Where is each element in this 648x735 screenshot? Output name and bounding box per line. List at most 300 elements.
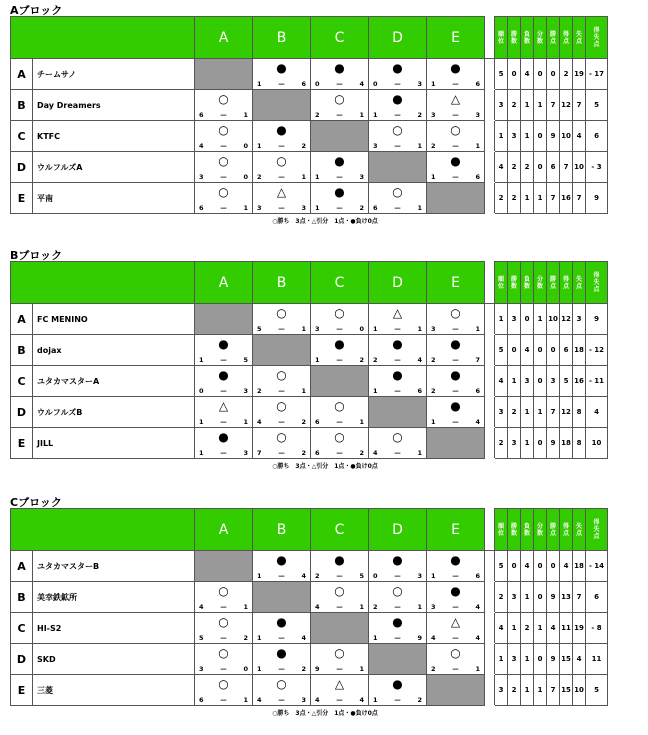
score-own: 6 — [199, 111, 204, 119]
stat-value: 0 — [534, 366, 547, 397]
row-label: A — [11, 551, 33, 582]
stat-value: 2 — [495, 582, 508, 613]
stat-value: 1 — [534, 397, 547, 428]
score-dash: — — [278, 80, 285, 88]
win-icon: ○ — [334, 646, 345, 660]
stat-value: 0 — [534, 551, 547, 582]
score-dash: — — [336, 603, 343, 611]
win-icon: ○ — [392, 430, 403, 444]
match-score — [315, 572, 364, 580]
stat-value: 3 — [508, 582, 521, 613]
stat-value: 3 — [508, 644, 521, 675]
stat-header: 勝 点 — [547, 262, 560, 304]
stat-header: 勝 点 — [547, 17, 560, 59]
score-own: 1 — [199, 418, 204, 426]
score-opp: 4 — [301, 572, 306, 580]
row-gap — [485, 335, 495, 366]
loss-icon: ● — [392, 337, 403, 351]
block-a — [0, 0, 648, 240]
loss-icon: ● — [334, 61, 345, 75]
score-dash: — — [394, 80, 401, 88]
score-dash: — — [220, 634, 227, 642]
match-cell — [369, 59, 427, 90]
score-opp: 1 — [417, 142, 422, 150]
score-dash: — — [336, 325, 343, 333]
stat-header: 得 失 点 — [586, 509, 608, 551]
win-icon: ○ — [218, 677, 229, 691]
score-dash: — — [394, 325, 401, 333]
score-dash: — — [452, 173, 459, 181]
table-row — [11, 90, 608, 121]
score-own: 1 — [199, 356, 204, 364]
score-opp: 1 — [301, 173, 306, 181]
row-gap — [485, 551, 495, 582]
score-dash: — — [336, 665, 343, 673]
column-header-b: B — [253, 262, 311, 304]
stat-header: 負 数 — [521, 509, 534, 551]
score-opp: 1 — [243, 111, 248, 119]
stat-value: 1 — [508, 613, 521, 644]
score-own: 2 — [431, 356, 436, 364]
stat-value: 9 — [547, 644, 560, 675]
score-dash: — — [336, 173, 343, 181]
score-opp: 1 — [475, 665, 480, 673]
score-own: 2 — [315, 111, 320, 119]
score-dash: — — [452, 418, 459, 426]
stat-value: 4 — [521, 551, 534, 582]
score-dash: — — [220, 387, 227, 395]
draw-icon: △ — [276, 185, 287, 199]
stat-value: 7 — [547, 90, 560, 121]
win-icon: ○ — [334, 92, 345, 106]
match-score — [199, 204, 248, 212]
win-icon: ○ — [334, 584, 345, 598]
win-icon: ○ — [276, 306, 287, 320]
stat-header: 勝 数 — [508, 509, 521, 551]
match-score — [431, 665, 480, 673]
match-score — [257, 173, 306, 181]
score-dash: — — [394, 142, 401, 150]
score-own: 4 — [431, 634, 436, 642]
score-opp: 0 — [243, 665, 248, 673]
stat-value: 4 — [495, 613, 508, 644]
loss-icon: ● — [276, 123, 287, 137]
row-label: A — [11, 59, 33, 90]
stat-header: 得 失 点 — [586, 17, 608, 59]
stat-value: 5 — [560, 366, 573, 397]
stat-value: 4 — [573, 644, 586, 675]
loss-icon: ● — [276, 615, 287, 629]
stat-value: 1 — [508, 366, 521, 397]
row-label: D — [11, 644, 33, 675]
column-header-d: D — [369, 262, 427, 304]
score-opp: 1 — [359, 603, 364, 611]
stat-value: 5 — [495, 551, 508, 582]
win-icon: ○ — [218, 646, 229, 660]
score-opp: 2 — [359, 356, 364, 364]
loss-icon: ● — [334, 553, 345, 567]
stat-value: 4 — [521, 59, 534, 90]
stat-value: 19 — [573, 59, 586, 90]
self-match-cell — [253, 335, 311, 366]
score-dash: — — [452, 665, 459, 673]
match-score — [373, 449, 422, 457]
loss-icon: ● — [450, 399, 461, 413]
team-name: KTFC — [33, 121, 195, 152]
column-header-a: A — [195, 17, 253, 59]
row-label: E — [11, 428, 33, 459]
header-row — [11, 262, 608, 304]
match-cell — [427, 304, 485, 335]
score-dash: — — [278, 325, 285, 333]
score-opp: 0 — [243, 142, 248, 150]
draw-icon: △ — [450, 92, 461, 106]
stat-value: 1 — [495, 304, 508, 335]
self-match-cell — [311, 121, 369, 152]
win-icon: ○ — [218, 615, 229, 629]
score-opp: 4 — [417, 356, 422, 364]
score-dash: — — [336, 572, 343, 580]
score-dash: — — [220, 173, 227, 181]
score-own: 0 — [373, 572, 378, 580]
match-cell — [369, 675, 427, 706]
match-score — [431, 173, 480, 181]
match-cell — [427, 613, 485, 644]
stat-value: 4 — [586, 397, 608, 428]
score-own: 3 — [431, 603, 436, 611]
win-icon: ○ — [276, 399, 287, 413]
self-match-cell — [427, 183, 485, 214]
match-cell — [253, 366, 311, 397]
score-own: 1 — [315, 356, 320, 364]
loss-icon: ● — [392, 368, 403, 382]
match-cell — [195, 183, 253, 214]
score-opp: 1 — [359, 418, 364, 426]
team-name: FC MENINO — [33, 304, 195, 335]
stat-value: 2 — [521, 613, 534, 644]
self-match-cell — [195, 551, 253, 582]
score-own: 4 — [257, 418, 262, 426]
score-dash: — — [220, 418, 227, 426]
match-cell — [195, 152, 253, 183]
win-icon: ○ — [218, 584, 229, 598]
match-score — [257, 696, 306, 704]
loss-icon: ● — [392, 677, 403, 691]
win-icon: ○ — [334, 399, 345, 413]
match-score — [315, 665, 364, 673]
score-opp: 1 — [417, 204, 422, 212]
table-row — [11, 675, 608, 706]
stat-value: 6 — [547, 152, 560, 183]
match-cell — [427, 335, 485, 366]
stat-value: 12 — [560, 397, 573, 428]
stat-header: 分 数 — [534, 262, 547, 304]
column-header-b: B — [253, 509, 311, 551]
match-cell — [195, 582, 253, 613]
stat-value: 0 — [547, 551, 560, 582]
row-gap — [485, 183, 495, 214]
stat-value: 12 — [560, 90, 573, 121]
stat-value: 7 — [547, 183, 560, 214]
match-cell — [253, 428, 311, 459]
score-dash: — — [394, 572, 401, 580]
loss-icon: ● — [218, 368, 229, 382]
team-name: dojax — [33, 335, 195, 366]
score-own: 6 — [199, 696, 204, 704]
match-cell — [195, 121, 253, 152]
block-b — [0, 245, 648, 485]
match-score — [257, 80, 306, 88]
stat-value: 13 — [560, 582, 573, 613]
score-dash: — — [220, 696, 227, 704]
match-cell — [195, 335, 253, 366]
stat-value: 5 — [495, 335, 508, 366]
match-score — [373, 603, 422, 611]
score-dash: — — [278, 204, 285, 212]
column-header-e: E — [427, 262, 485, 304]
match-cell — [195, 428, 253, 459]
score-own: 0 — [315, 80, 320, 88]
match-score — [199, 634, 248, 642]
match-score — [431, 603, 480, 611]
row-gap — [485, 304, 495, 335]
stat-value: - 11 — [586, 366, 608, 397]
self-match-cell — [427, 428, 485, 459]
header-corner — [11, 17, 195, 59]
stat-value: 10 — [560, 121, 573, 152]
match-score — [431, 80, 480, 88]
stat-value: 3 — [495, 397, 508, 428]
score-own: 6 — [315, 418, 320, 426]
block-c — [0, 492, 648, 732]
score-own: 5 — [199, 634, 204, 642]
score-dash: — — [278, 387, 285, 395]
draw-icon: △ — [218, 399, 229, 413]
stat-value: 0 — [508, 335, 521, 366]
match-score — [257, 665, 306, 673]
score-own: 1 — [373, 696, 378, 704]
score-dash: — — [452, 603, 459, 611]
match-score — [315, 696, 364, 704]
stat-value: 9 — [547, 121, 560, 152]
team-name: SKD — [33, 644, 195, 675]
score-dash: — — [394, 356, 401, 364]
match-cell — [253, 644, 311, 675]
column-header-a: A — [195, 262, 253, 304]
stat-value: 2 — [560, 59, 573, 90]
team-name: ウルフルズA — [33, 152, 195, 183]
team-name: ユタカマスターB — [33, 551, 195, 582]
match-cell — [311, 152, 369, 183]
match-cell — [311, 335, 369, 366]
score-own: 0 — [199, 387, 204, 395]
score-own: 9 — [315, 665, 320, 673]
column-header-c: C — [311, 17, 369, 59]
stat-value: 1 — [534, 675, 547, 706]
stat-header: 順 位 — [495, 262, 508, 304]
score-own: 5 — [257, 325, 262, 333]
self-match-cell — [195, 304, 253, 335]
stat-value: 7 — [573, 183, 586, 214]
match-score — [199, 665, 248, 673]
match-cell — [369, 304, 427, 335]
score-dash: — — [452, 387, 459, 395]
match-cell — [311, 90, 369, 121]
table-row — [11, 644, 608, 675]
match-score — [315, 111, 364, 119]
stat-value: 4 — [495, 366, 508, 397]
match-score — [315, 173, 364, 181]
stat-value: 1 — [521, 644, 534, 675]
match-cell — [369, 613, 427, 644]
table-row — [11, 366, 608, 397]
score-dash: — — [336, 204, 343, 212]
score-own: 1 — [257, 80, 262, 88]
stat-value: - 14 — [586, 551, 608, 582]
score-opp: 4 — [475, 603, 480, 611]
row-label: C — [11, 366, 33, 397]
score-own: 2 — [315, 572, 320, 580]
block-title: Bブロック — [10, 249, 63, 262]
row-gap — [485, 428, 495, 459]
stat-value: 0 — [534, 335, 547, 366]
match-score — [199, 449, 248, 457]
stat-header: 順 位 — [495, 17, 508, 59]
stat-value: 5 — [586, 90, 608, 121]
self-match-cell — [253, 90, 311, 121]
score-opp: 1 — [475, 142, 480, 150]
score-own: 1 — [315, 204, 320, 212]
stat-value: 7 — [573, 90, 586, 121]
match-score — [257, 142, 306, 150]
match-score — [431, 418, 480, 426]
stat-header: 負 数 — [521, 262, 534, 304]
loss-icon: ● — [450, 368, 461, 382]
score-own: 7 — [257, 449, 262, 457]
win-icon: ○ — [334, 306, 345, 320]
league-table — [10, 16, 608, 214]
score-own: 6 — [373, 204, 378, 212]
score-dash: — — [336, 80, 343, 88]
table-row — [11, 551, 608, 582]
stat-value: 18 — [560, 428, 573, 459]
match-score — [257, 387, 306, 395]
score-dash: — — [452, 634, 459, 642]
stat-value: 2 — [508, 152, 521, 183]
stat-value: 4 — [560, 551, 573, 582]
table-row — [11, 152, 608, 183]
match-score — [257, 572, 306, 580]
stat-value: - 12 — [586, 335, 608, 366]
score-own: 2 — [373, 356, 378, 364]
legend-note: ○勝ち 3点・△引分 1点・●負け0点 — [272, 710, 378, 717]
score-opp: 2 — [359, 449, 364, 457]
score-opp: 4 — [359, 80, 364, 88]
self-match-cell — [427, 675, 485, 706]
match-score — [431, 356, 480, 364]
match-score — [431, 142, 480, 150]
score-dash: — — [278, 696, 285, 704]
match-cell — [253, 397, 311, 428]
stat-value: 0 — [534, 152, 547, 183]
match-score — [373, 572, 422, 580]
row-gap — [485, 121, 495, 152]
team-name: 美幸鉄鉱所 — [33, 582, 195, 613]
score-dash: — — [278, 142, 285, 150]
match-score — [199, 696, 248, 704]
match-score — [373, 325, 422, 333]
match-cell — [253, 152, 311, 183]
match-score — [373, 387, 422, 395]
win-icon: ○ — [218, 123, 229, 137]
score-opp: 0 — [359, 325, 364, 333]
stat-value: 8 — [573, 428, 586, 459]
header-gap — [485, 17, 495, 59]
score-opp: 3 — [417, 80, 422, 88]
stat-value: 4 — [573, 121, 586, 152]
score-opp: 3 — [475, 111, 480, 119]
score-dash: — — [278, 418, 285, 426]
loss-icon: ● — [450, 337, 461, 351]
stat-value: 16 — [560, 183, 573, 214]
score-dash: — — [278, 173, 285, 181]
stat-value: 1 — [521, 121, 534, 152]
score-dash: — — [336, 111, 343, 119]
score-own: 2 — [257, 387, 262, 395]
score-dash: — — [278, 634, 285, 642]
match-score — [257, 418, 306, 426]
match-score — [431, 325, 480, 333]
table-row — [11, 397, 608, 428]
score-opp: 1 — [417, 449, 422, 457]
stat-value: 5 — [495, 59, 508, 90]
score-own: 1 — [257, 634, 262, 642]
score-opp: 4 — [359, 696, 364, 704]
score-opp: 2 — [417, 696, 422, 704]
score-own: 1 — [373, 387, 378, 395]
score-own: 4 — [315, 696, 320, 704]
score-opp: 4 — [475, 418, 480, 426]
stat-header: 負 数 — [521, 17, 534, 59]
match-score — [373, 142, 422, 150]
stat-value: 9 — [547, 582, 560, 613]
team-name: Day Dreamers — [33, 90, 195, 121]
score-dash: — — [220, 111, 227, 119]
match-cell — [311, 59, 369, 90]
stat-header: 失 点 — [573, 262, 586, 304]
win-icon: ○ — [218, 154, 229, 168]
score-dash: — — [220, 356, 227, 364]
match-cell — [195, 675, 253, 706]
header-row — [11, 17, 608, 59]
score-opp: 3 — [243, 387, 248, 395]
stat-value: 1 — [534, 183, 547, 214]
score-dash: — — [336, 418, 343, 426]
score-own: 3 — [373, 142, 378, 150]
match-score — [257, 325, 306, 333]
loss-icon: ● — [450, 584, 461, 598]
loss-icon: ● — [334, 154, 345, 168]
self-match-cell — [369, 644, 427, 675]
stat-value: 9 — [586, 304, 608, 335]
column-header-b: B — [253, 17, 311, 59]
table-row — [11, 428, 608, 459]
stat-value: 0 — [508, 59, 521, 90]
score-dash: — — [394, 111, 401, 119]
stat-value: 1 — [521, 397, 534, 428]
row-label: E — [11, 183, 33, 214]
stat-value: 10 — [573, 152, 586, 183]
